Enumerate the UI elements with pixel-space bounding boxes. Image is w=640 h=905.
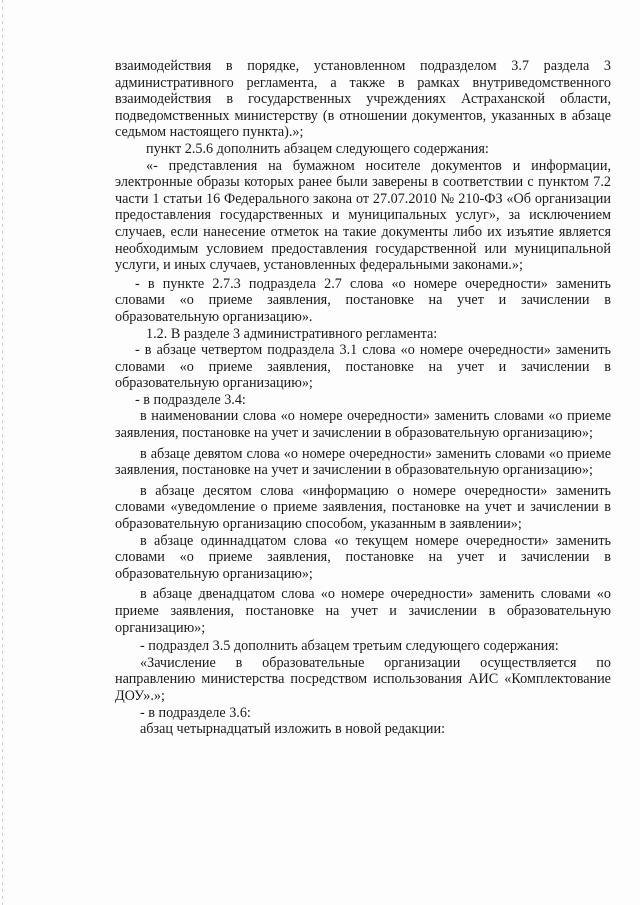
paragraph-subsection-3-4: - в подразделе 3.4: [135, 391, 246, 408]
scan-edge-line [2, 0, 3, 905]
paragraph-subsection-3-5: - подраздел 3.5 дополнить абзацем третьим следующего содержания: [140, 638, 559, 655]
paragraph-continuation: взаимодействия в порядке, установленном подразделом 3.7 раздела 3 административного регламента, а также в рамках внутриведомственного взаимодействия в государственных учреждениях Астраханской области, подведомственных министерству (в отношении документов, указанных в абзаце седьмом настоящего пункта).»; [115, 58, 611, 141]
paragraph-tenth: в абзаце десятом слова «информацию о номере очередности» заменить словами «уведомление о приеме заявления, постановке на учет и зачислении в образовательную организацию способом, указанным в заявлении»; [115, 482, 611, 533]
document-body [115, 58, 611, 738]
paragraph-twelfth: в абзаце двенадцатом слова «о номере очередности» заменить словами «о приеме заявления, постановке на учет и зачислении в образовательную организацию»; [115, 586, 611, 636]
paragraph-section-1-2: 1.2. В разделе 3 административного регламента: [146, 325, 438, 342]
paragraph-enrollment-quote: «Зачисление в образовательные организации осуществляется по направлению министерства посредством использования АИС «Комплектование ДОУ».»; [115, 654, 611, 704]
paragraph-item-2-7-3: - в пункте 2.7.3 подраздела 2.7 слова «о номере очередности» заменить словами «о приеме заявления, постановке на учет и зачислении в образовательную организацию». [115, 275, 611, 325]
paragraph-title-change: в наименовании слова «о номере очередности» заменить словами «о приеме заявления, постановке на учет и зачислении в образовательную организацию»; [115, 408, 611, 442]
paragraph-eleventh: в абзаце одиннадцатом слова «о текущем номере очередности» заменить словами «о приеме заявления, постановке на учет и зачислении в образовательную организацию»; [115, 532, 611, 582]
paragraph-quoted-addition: «- представления на бумажном носителе документов и информации, электронные образы которых ранее были заверены в соответствии с пунктом 7.2 части 1 статьи 16 Федерального закона от 27.07.2010 № 210-ФЗ «Об организации предоставления государственных и муниципальных услуг», за исключением случаев, если нанесение отметок на такие документы либо их изъятие является необходимым условием предоставления государственной или муниципальной услуги, и иных случаев, установленных федеральными законами.»; [115, 157, 611, 274]
paragraph-subsection-3-6: - в подразделе 3.6: [140, 704, 251, 721]
paragraph-item-2-5-6: пункт 2.5.6 дополнить абзацем следующего содержания: [146, 140, 489, 157]
paragraph-ninth: в абзаце девятом слова «о номере очередности» заменить словами «о приеме заявления, постановке на учет и зачислении в образовательную организацию»; [115, 445, 611, 479]
paragraph-fourteenth: абзац четырнадцатый изложить в новой редакции: [140, 721, 446, 738]
paragraph-subsection-3-1: - в абзаце четвертом подраздела 3.1 слова «о номере очередности» заменить словами «о приеме заявления, постановке на учет и зачислении в образовательную организацию»; [115, 342, 611, 392]
